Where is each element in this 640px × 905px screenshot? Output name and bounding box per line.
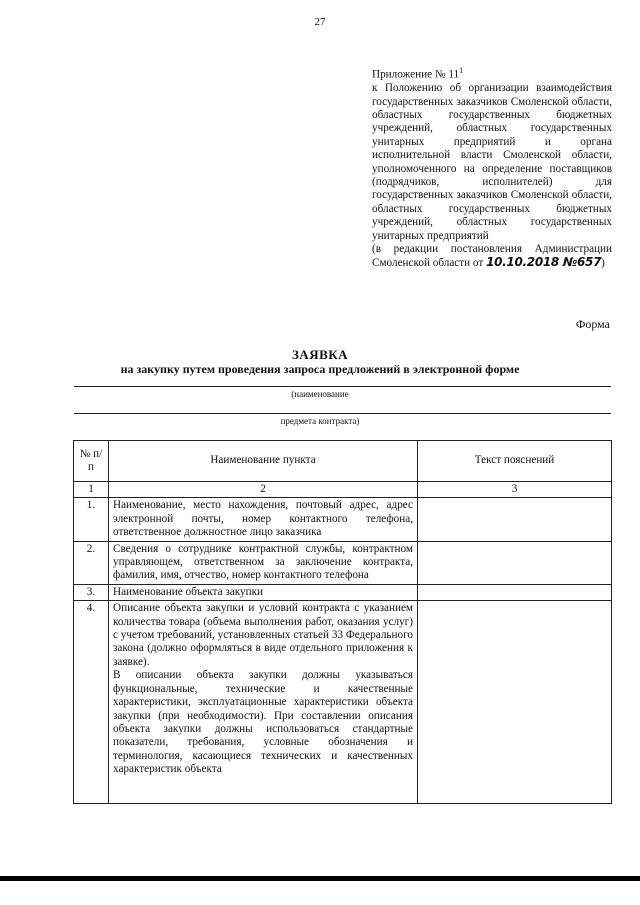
- form-label: Форма: [575, 317, 610, 331]
- request-table: [73, 440, 612, 804]
- fill-line-2: [74, 413, 611, 414]
- appendix-block: [372, 64, 612, 271]
- column-number: 2: [109, 482, 418, 498]
- appendix-body: к Положению об организации взаимодействия государственных заказчиков Смоленской области, областных государственных бюджетных учреждений, областных государственных унитарных предприятий и органа исполнительной власти Смоленской области, уполномоченного на определение поставщиков (подрядчиков, исполнителей) для государственных заказчиков Смоленской области, областных государственных бюджетных учреждений, областных государственных унитарных предприятий: [372, 82, 612, 242]
- table-header-row: [74, 441, 612, 482]
- row-item-name-cell: [109, 601, 418, 804]
- column-number: 1: [74, 482, 109, 498]
- page-number: 27: [314, 16, 326, 28]
- appendix-title: Приложение № $11^1$: [372, 66, 464, 81]
- table-row: [74, 541, 612, 584]
- handwritten-date-number: 10.10.2018 №657: [486, 255, 602, 270]
- caption-name: (наименование: [291, 389, 349, 399]
- row-item-name: Наименование объекта закупки: [109, 584, 418, 600]
- scan-bottom-edge: [0, 876, 640, 881]
- caption-subject: предмета контракта): [280, 416, 360, 426]
- row-explanation: [418, 498, 612, 541]
- row-number: 1.: [74, 498, 109, 541]
- fill-line-1: [74, 386, 611, 387]
- document-title: ЗАЯВКА: [291, 347, 349, 362]
- header-item-name: Наименование пункта: [109, 441, 418, 482]
- row-item-name: Наименование, место нахождения, почтовый адрес, адрес электронной почты, номер контактного телефона, ответственное должностное лицо заказчика: [109, 498, 418, 541]
- row-explanation: [418, 541, 612, 584]
- column-number-row: [74, 482, 612, 498]
- row-item-name: Описание объекта закупки и условий контракта с указанием количества товара (объема выполнения работ, оказания услуг) с учетом требований, установленных статьей 33 Федерального закона (должно оформляться в виде отдельного приложения к заявке).: [113, 602, 413, 668]
- row-item-name-continued: В описании объекта закупки должны указываться функциональные, технические и качественные характеристики, эксплуатационные характеристики объекта закупки (при необходимости). При составлении описания объекта закупки должны использоваться стандартные показатели, требования, условные обозначения и терминология, касающиеся технических и качественных характеристик объекта: [113, 669, 413, 776]
- row-number: 4.: [74, 601, 109, 804]
- document-subtitle: на закупку путем проведения запроса предложений в электронной форме: [120, 362, 520, 376]
- header-number: № п/п: [74, 441, 109, 482]
- appendix-edition: (в редакции постановления Администрации Смоленской области от 10.10.2018 №657): [372, 243, 612, 270]
- table-row: [74, 498, 612, 541]
- table-row: [74, 601, 612, 804]
- header-explanation: Текст пояснений: [418, 441, 612, 482]
- row-number: 2.: [74, 541, 109, 584]
- column-number: 3: [418, 482, 612, 498]
- row-explanation: [418, 584, 612, 600]
- table-row: [74, 584, 612, 600]
- row-number: 3.: [74, 584, 109, 600]
- row-explanation: [418, 601, 612, 804]
- row-item-name: Сведения о сотруднике контрактной службы, контрактном управляющем, ответственном за заключение контракта, фамилия, имя, отчество, номер контактного телефона: [109, 541, 418, 584]
